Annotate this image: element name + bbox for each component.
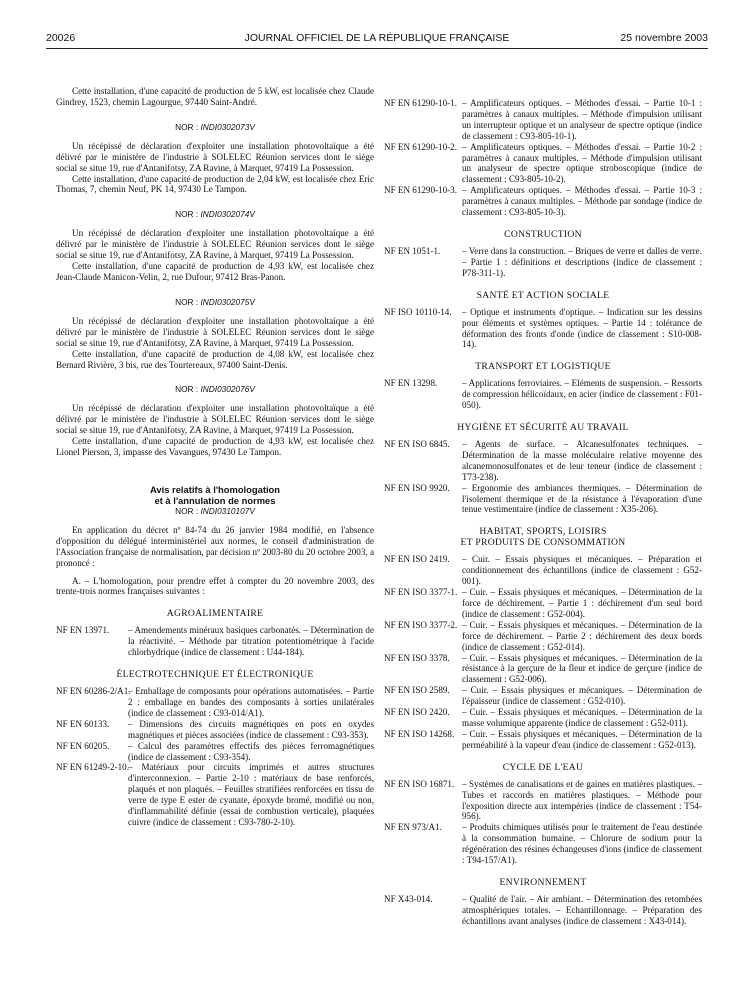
norm-number: NF EN 61290-10-3. [384, 185, 457, 196]
norm-number: NF EN ISO 3378. [384, 652, 450, 663]
norm-entry [384, 779, 702, 823]
norm-text: – Emballage de composants pour opérations automatisées. – Partie 2 : emballage en bandes des composants à sorties unilatérales (indice de classement : C93-014/A1). [128, 686, 374, 718]
notice-paragraph: Cette installation, d'une capacité de production de 4,08 kW, est localisée chez Bernard Rivière, 3 bis, rue des Tourtereaux, 97400 Saint-Denis. [56, 348, 374, 370]
norm-entry [384, 185, 702, 218]
norm-text: – Systèmes de canalisations et de gaines en matières plastiques. – Tubes et raccords en matières plastiques. – Méthode pour l'exposition directe aux intempéries (indice de classement : T54-956). [462, 778, 702, 822]
section-title: HYGIÈNE ET SÉCURITÉ AU TRAVAIL [457, 422, 629, 434]
norm-number: NF EN 61290-10-2. [384, 141, 457, 152]
norm-number: NF EN ISO 9920. [384, 482, 450, 493]
norm-number: NF EN ISO 6845. [384, 439, 450, 450]
norm-number: NF EN 61290-10-1. [384, 98, 457, 108]
norm-number: NF EN 61249-2-10. [56, 762, 129, 773]
norm-text: – Produits chimiques utilisés pour le traitement de l'eau destinée à la consommation humaine. – Chlorure de sodium pour la régénération des résines échangeuses d'ions (indice de classement : T94-157/A1). [462, 822, 702, 866]
norm-text: – Cuir. – Essais physiques et mécaniques. – Détermination de la force de déchirement. – Partie 1 : déchirement d'un seul bord (indice de classement : G52-004). [462, 587, 702, 619]
norm-text: – Amplificateurs optiques. – Méthodes d'essai. – Partie 10-2 : paramètres à canaux multiples. – Méthode d'impulsion utilisant un analyseur de spectre optique stroboscopique (indice de classement : C93-805-10-2). [462, 141, 702, 185]
norm-text: – Amendements minéraux basiques carbonatés. – Détermination de la réactivité. – Méthode par titration potentiométrique à l'acide chlorhydrique (indice de classement : U44-184). [128, 625, 374, 658]
norm-entry [384, 307, 702, 351]
norm-text: – Cuir. – Essais physiques et mécaniques. – Détermination de l'épaisseur (indice de classement : G52-010). [462, 685, 702, 707]
norm-number: NF EN 60286-2/A1. [56, 686, 131, 697]
avis-paragraph: A. – L'homologation, pour prendre effet à compter du 20 novembre 2003, des trente-trois normes françaises suivantes : [56, 575, 374, 597]
norm-text: – Matériaux pour circuits imprimés et autres structures d'interconnexion. – Partie 2-10 : matériaux de base renforcés, plaqués et non plaqués. – Feuilles stratifiées renforcées en tissu de verre de type E ester de cyanate, époxyde bromé, modifié ou non, d'inflammabilité définie (essai de combustion verticale), plaquées cuivre (indice de classement : C93-780-2-10). [128, 762, 374, 827]
norm-number: NF X43-014. [384, 893, 433, 904]
norm-entry [384, 620, 702, 653]
notice-paragraph: Cette installation, d'une capacité de production de 2,04 kW, est localisée chez Eric Thomas, 7, chemin Neuf, PK 14, 97430 Le Tampon. [56, 173, 374, 195]
norm-entry [384, 246, 702, 279]
nor-reference: NOR : INDI0302073V [175, 121, 255, 132]
norm-entry [384, 587, 702, 620]
left-column [56, 86, 374, 828]
notice-paragraph: Cette installation, d'une capacité de production de 4,93 kW, est localisée chez Lionel Pierson, 3, impasse des Vavangues, 97430 Le Tampon. [56, 436, 374, 458]
norm-entry [384, 685, 702, 707]
journal-title: JOURNAL OFFICIEL DE LA RÉPUBLIQUE FRANÇAISE [244, 32, 510, 44]
norm-text: – Qualité de l'air. – Air ambiant. – Détermination des retombées atmosphériques totales. – Echantillonnage. – Préparation des échantillons avant analyses (indice de classement : X43-014). [462, 893, 702, 926]
issue-date: 25 novembre 2003 [620, 32, 708, 44]
norm-entry [384, 483, 702, 516]
norm-number: NF EN 60133. [56, 718, 110, 729]
section-title: SANTÉ ET ACTION SOCIALE [476, 289, 610, 301]
nor-reference: NOR : INDI0302074V [175, 209, 255, 220]
page-header [46, 32, 708, 49]
norm-entry [56, 686, 374, 719]
norm-entry [384, 653, 702, 686]
norm-text: – Optique et instruments d'optique. – Indication sur les dessins pour éléments et systèmes optiques. – Partie 14 : tolérance de déformation des fronts d'onde (indice de classement : S10-008-14). [462, 306, 702, 350]
norm-number: NF EN 13298. [384, 378, 438, 389]
norm-number: NF EN ISO 3377-2. [384, 619, 458, 630]
norm-text: – Cuir. – Essais physiques et mécaniques. – Détermination de la masse volumique apparente (indice de classement : G52-011). [462, 707, 702, 728]
norm-entry [384, 142, 702, 186]
notice-paragraph: Un récépissé de déclaration d'exploiter une installation photovoltaïque a été délivré par le ministère de l'industrie à SOLELEC Réunion services dont le siège social se situe 19, rue d'Antanifotsy, ZA Ravine, à Marquet, 97419 La Possession. [56, 140, 374, 173]
norm-entry [384, 554, 702, 587]
notice-paragraph: Un récépissé de déclaration d'exploiter une installation photovoltaïque a été délivré par le ministère de l'industrie à SOLELEC Réunion services dont le siège social se situe 19, rue d'Antanifotsy, ZA Ravine, à Marquet, 97419 La Possession. [56, 403, 374, 436]
norm-number: NF EN 973/A1. [384, 822, 442, 833]
notice-block [56, 209, 374, 283]
norm-entry [384, 707, 702, 729]
norm-entry [56, 741, 374, 763]
norm-text: – Dimensions des circuits magnétiques en pots en oxydes magnétiques et pièces associées (indice de classement : C93-353). [128, 718, 374, 740]
norm-entry [384, 894, 702, 927]
section-title: AGROALIMENTAIRE [166, 608, 264, 620]
section-title: ÉLECTROTECHNIQUE ET ÉLECTRONIQUE [116, 669, 314, 681]
avis-paragraph: En application du décret nº 84-74 du 26 janvier 1984 modifié, en l'absence d'opposition du délégué interministériel aux normes, le conseil d'administration de l'Association française de normalisation, par décision nº 2003-80 du 20 octobre 2003, a prononcé : [56, 524, 374, 568]
nor-reference: NOR : INDI0302076V [175, 384, 255, 395]
norm-number: NF EN 1051-1. [384, 245, 441, 256]
notice-paragraph: Un récépissé de déclaration d'exploiter une installation photovoltaïque a été délivré par le ministère de l'industrie à SOLELEC Réunion services dont le siège social se situe 19, rue d'Antanifotsy, ZA Ravine, à Marquet, 97419 La Possession. [56, 315, 374, 348]
norm-entry [384, 378, 702, 411]
section-title: CYCLE DE L'EAU [502, 761, 584, 773]
norm-number: NF EN 60205. [56, 740, 110, 751]
norm-number: NF ISO 10110-14. [384, 306, 452, 317]
norm-entry [56, 719, 374, 741]
intro-paragraph: Cette installation, d'une capacité de production de 5 kW, est localisée chez Claude Gindrey, 1523, chemin Lagourgue, 97440 Saint-André. [56, 86, 374, 107]
nor-reference: NOR : INDI0302075V [175, 296, 255, 307]
section-title: ENVIRONNEMENT [499, 876, 587, 888]
section-title: HABITAT, SPORTS, LOISIRS ET PRODUITS DE CONSOMMATION [460, 526, 626, 549]
notice-block [56, 384, 374, 458]
norm-number: NF EN ISO 14268. [384, 728, 455, 739]
norm-entry [384, 98, 702, 142]
notice-block [56, 297, 374, 371]
avis-title: Avis relatifs à l'homologation et à l'annulation de normes [149, 483, 281, 506]
norm-text: – Cuir. – Essais physiques et mécaniques. – Détermination de la perméabilité à la vapeur d'eau (indice de classement : G52-013). [462, 728, 702, 750]
norm-number: NF EN ISO 3377-1. [384, 587, 458, 598]
norm-entry [384, 729, 702, 751]
norm-text: – Verre dans la construction. – Briques de verre et dalles de verre. – Partie 1 : définitions et descriptions (indice de classement : P78-311-1). [462, 245, 702, 278]
norm-entry [56, 625, 374, 658]
notice-block [56, 122, 374, 196]
norm-text: – Applications ferroviaires. – Eléments de suspension. – Ressorts de compression hélicoïdaux, en acier (indice de classement : F01-050). [462, 378, 702, 411]
norm-entry [384, 822, 702, 866]
section-title: TRANSPORT ET LOGISTIQUE [475, 361, 611, 373]
nor-reference: NOR : INDI0310107V [175, 505, 255, 516]
norm-number: NF EN ISO 2419. [384, 554, 450, 565]
norm-text: – Cuir. – Essais physiques et mécaniques. – Préparation et conditionnement des échantillons (indice de classement : G52-001). [462, 554, 702, 587]
norm-text: – Amplificateurs optiques. – Méthodes d'essai. – Partie 10-3 : paramètres à canaux multiples. – Méthode par sondage (indice de classement : C93-805-10-3). [462, 185, 702, 218]
norm-text: – Agents de surface. – Alcanesulfonates techniques. – Détermination de la masse moléculaire relative moyenne des alcanemonosulfonates et de leur teneur (indice de classement : T73-238). [462, 439, 702, 482]
right-column [384, 98, 702, 927]
notice-paragraph: Un récépissé de déclaration d'exploiter une installation photovoltaïque a été délivré par le ministère de l'industrie à SOLELEC Réunion services dont le siège social se situe 19, rue d'Antanifotsy, ZA Ravine, à Marquet, 97419 La Possession. [56, 228, 374, 261]
norm-text: – Amplificateurs optiques. – Méthodes d'essai. – Partie 10-1 : paramètres à canaux multiples. – Méthode d'impulsion utilisant un interrupteur optique et un analyseur de spectre optique (indice de classement : C93-805-10-1). [462, 98, 702, 141]
norm-entry [384, 439, 702, 483]
norm-entry [56, 762, 374, 827]
norm-text: – Ergonomie des ambiances thermiques. – Détermination de l'isolement thermique et de la résistance à l'évaporation d'une tenue vestimentaire (indice de classement : X35-206). [462, 482, 702, 515]
norm-number: NF EN ISO 2420. [384, 707, 450, 718]
norm-text: – Cuir. – Essais physiques et mécaniques. – Détermination de la résistance à la gerçure de la fleur et indice de gerçure (indice de classement : G52-006). [462, 652, 702, 685]
norm-number: NF EN ISO 2589. [384, 685, 450, 696]
norm-text: – Calcul des paramètres effectifs des pièces ferromagnétiques (indice de classement : C93-354). [128, 740, 374, 762]
norm-number: NF EN ISO 16871. [384, 778, 455, 789]
notice-paragraph: Cette installation, d'une capacité de production de 4,93 kW, est localisée chez Jean-Claude Manicon-Velin, 2, rue Dufour, 97412 Bras-Panon. [56, 261, 374, 282]
norm-number: NF EN 13971. [56, 625, 110, 636]
page-number: 20026 [46, 32, 76, 44]
norm-text: – Cuir. – Essais physiques et mécaniques. – Détermination de la force de déchirement. – Partie 2 : déchirement des deux bords (indice de classement : G52-014). [462, 619, 702, 652]
section-title: CONSTRUCTION [504, 228, 582, 240]
